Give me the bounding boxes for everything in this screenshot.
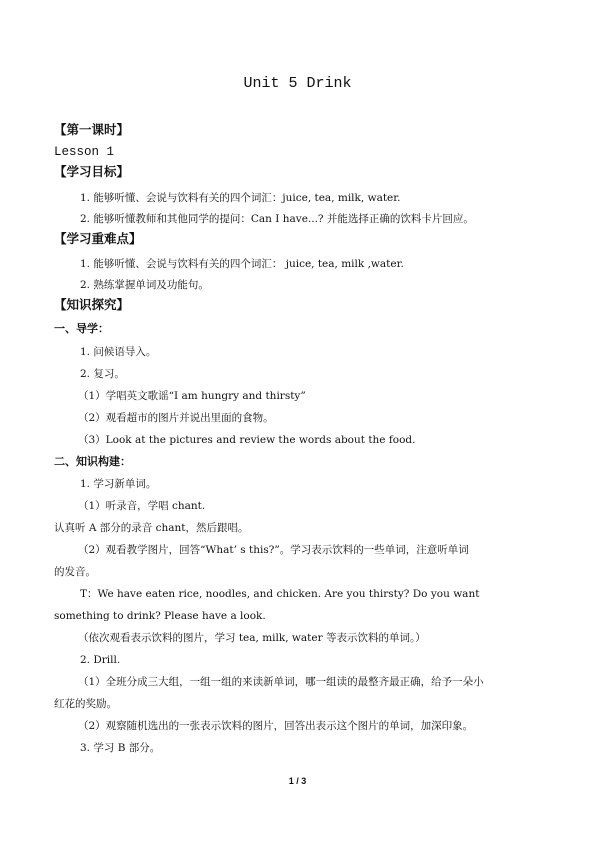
- build-item-3: 3. 学习 B 部分。: [80, 742, 161, 754]
- teacher-line-1: T：We have eaten rice, noodles, and chicken. Are you thirsty? Do you want: [80, 588, 480, 600]
- drill-item-1-line2: 红花的奖励。: [54, 698, 117, 710]
- build-heading: 二、知识构建：: [54, 455, 131, 468]
- guide-item-2b: （2）观看超市的图片并说出里面的食物。: [78, 412, 274, 424]
- drill-item-1-line1: （1）全班分成三大组，一组一组的来读新单词，哪一组读的最整齐最正确，给予一朵小: [78, 676, 484, 688]
- key-point-item-2: 2. 熟练掌握单词及功能句。: [80, 279, 209, 291]
- page-number: 1 / 3: [288, 776, 307, 786]
- build-item-1b-line2: 的发音。: [54, 566, 96, 578]
- key-point-item-1: 1. 能够听懂、会说与饮料有关的四个词汇： juice, tea, milk ,water.: [80, 258, 404, 270]
- page-title: Unit 5 Drink: [243, 75, 352, 92]
- explore-heading: 【知识探究】: [54, 297, 130, 312]
- guide-item-2: 2. 复习。: [80, 368, 125, 380]
- section-heading-first-lesson: 【第一课时】: [54, 122, 130, 137]
- build-item-1b-line1: （2）观看教学图片，回答“What’ s this?”。学习表示饮料的一些单词，注意听单词: [78, 544, 469, 556]
- drill-item-2: （2）观察随机选出的一张表示饮料的图片，回答出表示这个图片的单词，加深印象。: [78, 720, 474, 732]
- lesson-label: Lesson 1: [54, 145, 115, 159]
- guide-item-2a: （1）学唱英文歌谣“I am hungry and thirsty”: [78, 390, 306, 402]
- guide-item-2c: （3）Look at the pictures and review the words about the food.: [78, 434, 416, 446]
- guide-heading: 一、导学：: [54, 322, 109, 335]
- build-note: （依次观看表示饮料的图片，学习 tea, milk, water 等表示饮料的单词。）: [78, 632, 426, 644]
- goals-heading: 【学习目标】: [54, 164, 130, 179]
- goal-item-2: 2. 能够听懂教师和其他同学的提问：Can I have...? 并能选择正确的饮料卡片回应。: [80, 213, 474, 225]
- build-item-1: 1. 学习新单词。: [80, 478, 157, 490]
- drill-heading: 2. Drill.: [80, 654, 121, 666]
- build-item-1a: （1）听录音，学唱 chant.: [78, 500, 206, 512]
- guide-item-1: 1. 问候语导入。: [80, 346, 157, 358]
- build-item-1a-note: 认真听 A 部分的录音 chant，然后跟唱。: [54, 522, 249, 534]
- goal-item-1: 1. 能够听懂、会说与饮料有关的四个词汇：juice, tea, milk, water.: [80, 192, 401, 204]
- teacher-line-2: something to drink? Please have a look.: [54, 610, 266, 622]
- key-points-heading: 【学习重难点】: [54, 231, 142, 246]
